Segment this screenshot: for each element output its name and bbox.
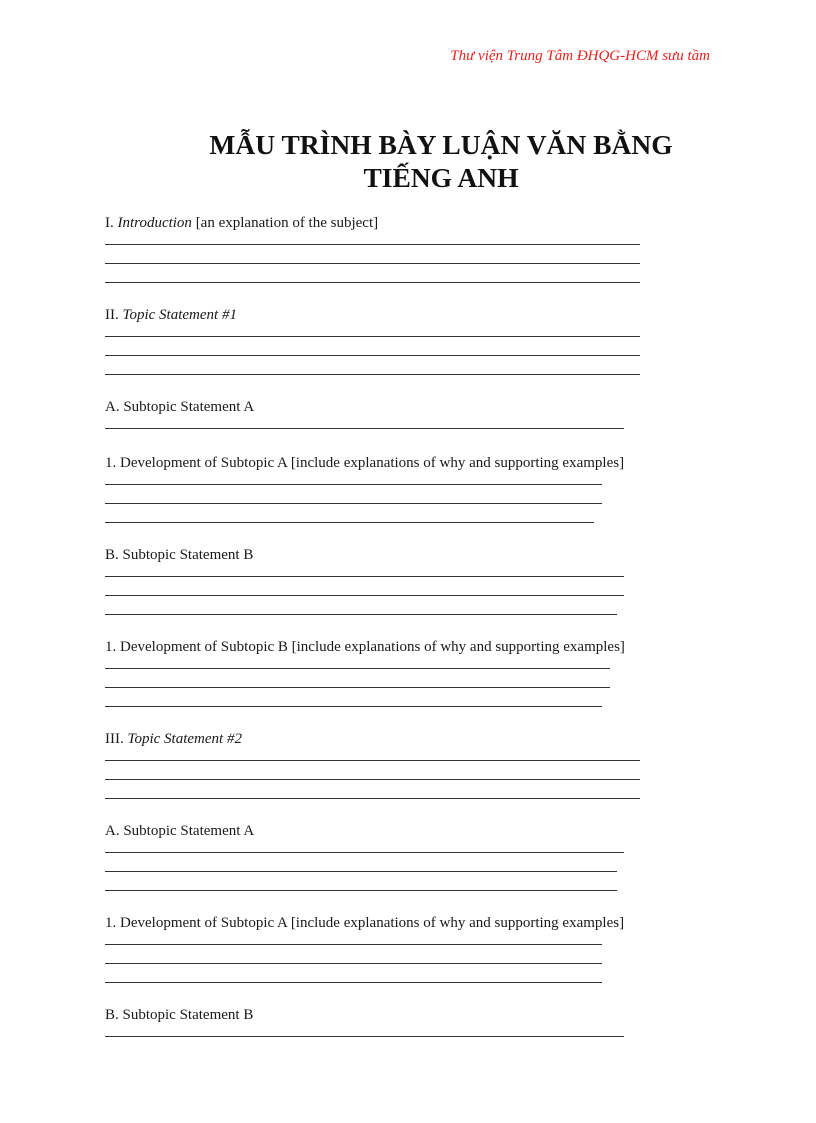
heading-italic: Topic Statement #2 bbox=[127, 731, 242, 747]
writing-line bbox=[105, 779, 640, 780]
writing-line bbox=[105, 576, 624, 577]
writing-line bbox=[105, 374, 640, 375]
writing-line bbox=[105, 871, 617, 872]
page-title bbox=[0, 128, 816, 194]
writing-line bbox=[105, 522, 594, 523]
writing-line bbox=[105, 760, 640, 761]
section-development-a-2 bbox=[105, 914, 624, 983]
heading-italic: Introduction bbox=[117, 215, 192, 231]
section-subtopic-b-2 bbox=[105, 1006, 624, 1037]
section-topic-1 bbox=[105, 306, 640, 375]
section-heading: B. Subtopic Statement B bbox=[105, 1007, 254, 1023]
section-heading: 1. Development of Subtopic A [include explanations of why and supporting examples] bbox=[105, 455, 625, 471]
writing-line bbox=[105, 595, 624, 596]
writing-line bbox=[105, 706, 602, 707]
writing-line bbox=[105, 244, 640, 245]
writing-line bbox=[105, 355, 640, 356]
writing-line bbox=[105, 798, 640, 799]
writing-line bbox=[105, 282, 640, 283]
writing-line bbox=[105, 1036, 624, 1037]
title-line-1: MẪU TRÌNH BÀY LUẬN VĂN BẰNG bbox=[209, 129, 673, 160]
writing-line bbox=[105, 982, 602, 983]
writing-line bbox=[105, 944, 602, 945]
writing-line bbox=[105, 336, 640, 337]
section-development-b bbox=[105, 638, 625, 707]
heading-prefix: I. bbox=[105, 215, 118, 231]
heading-prefix: II. bbox=[105, 307, 123, 323]
section-heading: A. Subtopic Statement A bbox=[105, 399, 255, 415]
writing-line bbox=[105, 428, 624, 429]
section-subtopic-a-2 bbox=[105, 822, 624, 891]
section-heading: A. Subtopic Statement A bbox=[105, 823, 255, 839]
library-credit-note: Thư viện Trung Tâm ĐHQG-HCM sưu tầm bbox=[450, 48, 710, 64]
section-subtopic-b bbox=[105, 546, 624, 615]
writing-line bbox=[105, 614, 617, 615]
writing-line bbox=[105, 668, 610, 669]
section-development-a bbox=[105, 454, 624, 523]
writing-line bbox=[105, 852, 624, 853]
section-topic-2 bbox=[105, 730, 640, 799]
heading-italic: Topic Statement #1 bbox=[122, 307, 237, 323]
heading-suffix: [an explanation of the subject] bbox=[191, 215, 379, 231]
writing-line bbox=[105, 263, 640, 264]
heading-prefix: III. bbox=[105, 731, 128, 747]
section-introduction bbox=[105, 214, 640, 283]
writing-line bbox=[105, 503, 602, 504]
section-heading bbox=[105, 214, 640, 232]
writing-line bbox=[105, 484, 602, 485]
section-subtopic-a bbox=[105, 398, 624, 429]
section-heading: B. Subtopic Statement B bbox=[105, 547, 254, 563]
title-line-2: TIẾNG ANH bbox=[363, 162, 519, 193]
section-heading bbox=[105, 730, 640, 748]
writing-line bbox=[105, 963, 602, 964]
section-heading bbox=[105, 306, 640, 324]
writing-line bbox=[105, 687, 610, 688]
writing-line bbox=[105, 890, 617, 891]
section-heading: 1. Development of Subtopic A [include explanations of why and supporting examples] bbox=[105, 915, 625, 931]
section-heading: 1. Development of Subtopic B [include explanations of why and supporting examples] bbox=[105, 639, 625, 655]
